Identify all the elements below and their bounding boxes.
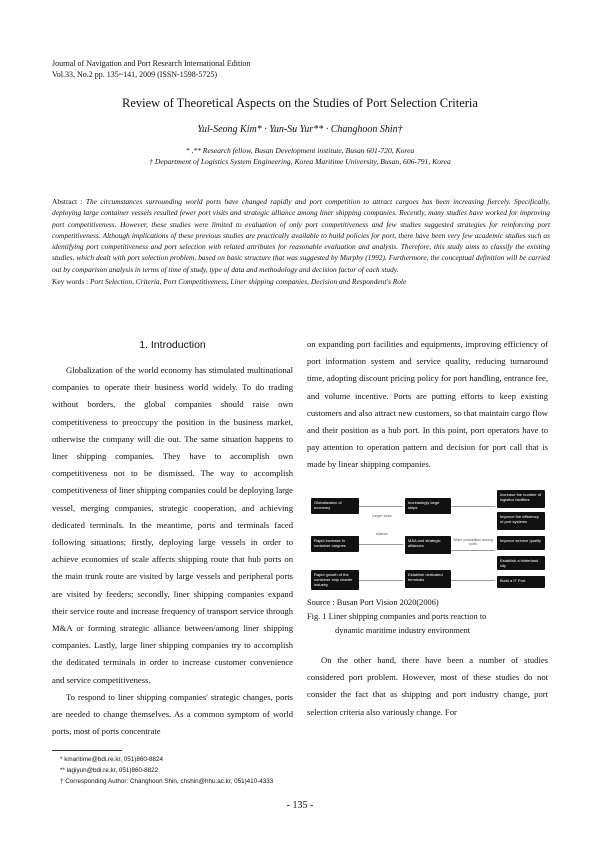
fig-box-port-systems: Improve the efficiency of port systems — [497, 512, 545, 530]
fig-box-charter-growth: Rapid growth of the container ship charter industry — [311, 570, 359, 590]
intro-paragraph-1: Globalization of the world economy has stimulated multinational companies to operate their business world widely. To do trading without borders, the global companies should raise own competitiveness to preoccupy the position in the business market, otherwise the company will die out. The same situation happens to liner shipping companies. They have to accomplish own competitiveness not to be dismissed. The way to accomplish competitiveness of liner shipping companies could be deploying large vessel, merging companies, strategic cooperation, and achieving dedicated terminals. In the meantime, ports and terminals faced following situations; firstly, deploying large vessels in order to achieve economies of scale affects shipping route that hub ports on the main trunk route are visited by large vessels and peripheral ports are visited by feeders; secondly, liner shipping companies expand their service route and increase frequency of transport service through M&A or forming strategic alliance between/among liner shipping companies. Lastly, large liner shipping companies try to accomplish the dedicated terminals in order to increase customer convenience and service competitiveness. — [52, 365, 293, 685]
figure-source: Source : Busan Port Vision 2020(2006) — [307, 598, 439, 607]
fig-box-dedicated-terminals: Establish dedicated terminals — [405, 570, 451, 588]
fig-label-alliance: Alliance — [375, 532, 389, 536]
fig-box-globalization: Globalization of economy — [311, 498, 359, 514]
fig-arrow-5 — [451, 550, 495, 551]
fig-arrow-6 — [451, 580, 495, 581]
fig-arrow-4 — [451, 506, 495, 507]
keywords-text: Port Selection, Criteria, Port Competitiveness, Liner shipping companies, Decision and Respondent's Role — [90, 277, 407, 286]
page-number: - 135 - — [286, 800, 314, 811]
fig-box-service-quality: Improve service quality — [497, 536, 545, 550]
right-column — [307, 336, 548, 474]
abstract-label: Abstract : — [52, 197, 83, 206]
figure-caption-line-1: Fig. 1 Liner shipping companies and ports reaction to — [307, 612, 487, 621]
affiliation-2: † Department of Logistics System Engineering, Korea Maritime University, Busan, 606-791, Korea — [149, 157, 451, 166]
affiliations — [0, 145, 600, 167]
intro-paragraph-4: On the other hand, there have been a number of studies considered port problem. However, most of these studies do not consider the fact that as shipping and port industry change, port selection criteria also variously change. For — [307, 655, 548, 717]
fig-box-it-port: Build a IT Port — [497, 576, 545, 588]
fig-box-cargo-increase: Rapid increase in container cargoes — [311, 536, 359, 552]
fig-box-mna: M&A and strategic alliances — [405, 536, 451, 554]
footnote-2: ** lagiyun@bdi.re.kr, 051)860-8822 — [60, 767, 159, 774]
footnotes — [60, 754, 273, 787]
right-column-lower — [307, 652, 548, 721]
section-heading: 1. Introduction — [139, 339, 206, 351]
fig-box-logistics-facilities: Increase the number of logistics facilities — [497, 490, 545, 508]
fig-box-hinterland-city: Establish a hinterland city — [497, 556, 545, 570]
left-column — [52, 336, 293, 740]
footnote-3: † Corresponding Author: Changhoon Shin, chshin@hhu.ac.kr, 051)410-4333 — [60, 778, 274, 785]
keywords — [52, 277, 550, 286]
paper-title: Review of Theoretical Aspects on the Studies of Port Selection Criteria — [122, 96, 478, 110]
fig-label-competition: Wider competition among ports — [453, 538, 493, 546]
fig-label-larger-ships: Larger ships — [372, 514, 392, 518]
figure-1-diagram — [307, 484, 548, 594]
journal-volume: Vol.33, No.2 pp. 135~141, 2009 (ISSN-1598-5725) — [52, 70, 218, 79]
intro-paragraph-2: To respond to liner shipping companies' strategic changes, ports are needed to change themselves. As a common symptom of world ports, most of ports concentrate — [52, 691, 293, 737]
authors: Yul-Seong Kim* · Yun-Su Yur** · Changhoon Shin† — [197, 124, 403, 135]
abstract-text: The circumstances surrounding world ports have changed rapidly and port competition to attract cargoes has been increasing fiercely. Specifically, deploying large container vessels resulted fewer port visits and strategic alliance among liner shipping companies. Recently, many studies have worked for improving port competitiveness. However, these studies were limited to evaluation of only port competitiveness and few studies suggested strategies for reinforcing port competitiveness. Although implications of these previous studies are practically available to build policies for port, there have been very few academic studies such as identifying port competitiveness and port selection with related attributes for reasonable evaluation and analysis. Therefore, this study aims to classify the existing studies, which dealt with port selection problem, based on basic structure that was suggested by Murphy (1992). Furthermore, the conceptual definition will be carried out by comparison analysis in terms of time of study, type of data and methodology and decision factor of each study. — [52, 197, 550, 274]
fig-box-large-ships: Increasingly large ships — [405, 498, 451, 514]
fig-arrow-2 — [359, 544, 403, 545]
figure-caption — [307, 596, 548, 638]
journal-name: Journal of Navigation and Port Research International Edition — [52, 59, 251, 68]
fig-arrow-3 — [359, 580, 403, 581]
abstract — [52, 196, 550, 275]
intro-paragraph-3: on expanding port facilities and equipments, improving efficiency of port information system and service quality, reducing turnaround time, adopting discount pricing policy for port handling, entrance fee, and volume incentive. Ports are putting efforts to keep existing customers and also attract new customers, so that maintain cargo flow and their position as a hub port. In this point, port operators have to pay attention to operation pattern and decision for port call that is made by linear shipping companies. — [307, 339, 548, 470]
affiliation-1: * ,** Research fellow, Busan Development institute, Busan 601-720, Korea — [185, 146, 415, 155]
journal-header — [52, 58, 250, 80]
footnote-1: * kmaritime@bdi.re.kr, 051)860-8824 — [60, 756, 163, 763]
figure-caption-line-2: dynamic maritime industry environment — [335, 626, 471, 635]
footnote-rule — [52, 750, 122, 751]
keywords-label: Key words : — [52, 277, 89, 286]
fig-arrow-1 — [359, 506, 403, 507]
